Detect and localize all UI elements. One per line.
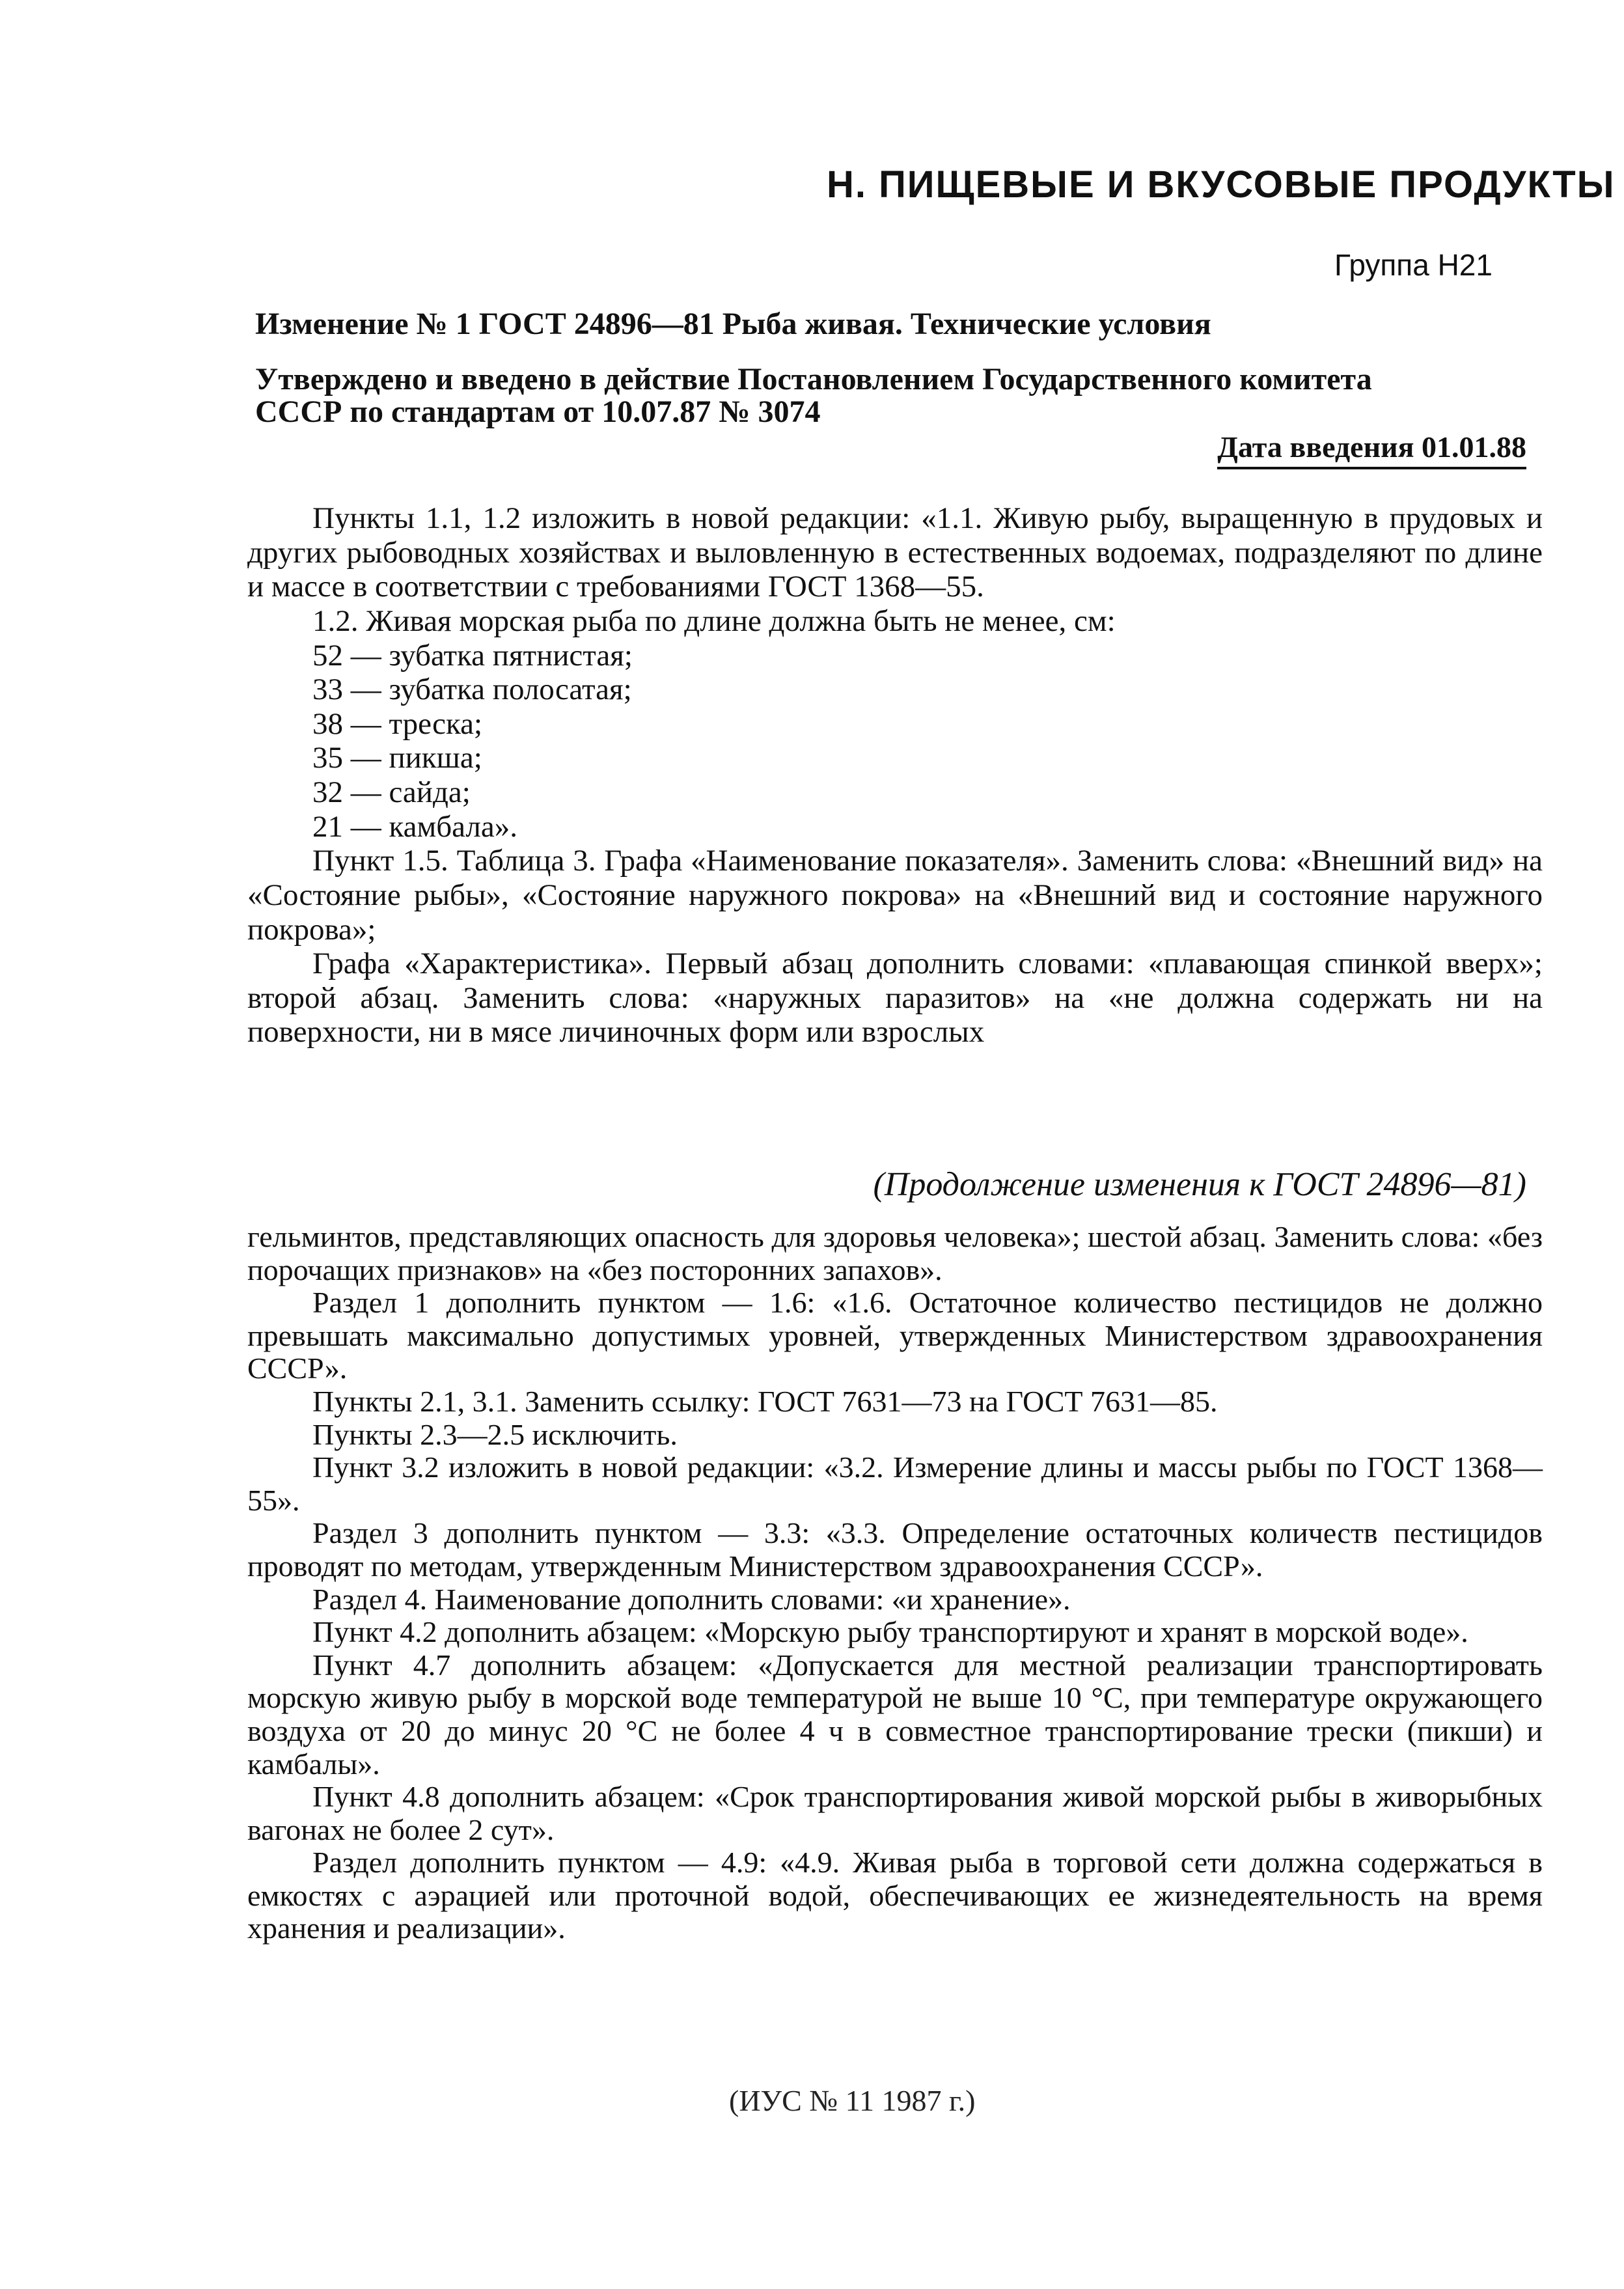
paragraph: Пункт 4.2 дополнить абзацем: «Морскую рыбу транспортируют и хранят в морской воде». (312, 1615, 1468, 1649)
paragraph: Раздел дополнить пунктом — 4.9: «4.9. Живая рыба в торговой сети должна содержаться в емкостях с аэрацией или проточной водой, обеспечивающих ее жизнедеятельность на время хранения и реализации». (247, 1846, 1543, 1945)
list-item: 38 — треска; (312, 706, 483, 741)
paragraph: Пункт 4.7 дополнить абзацем: «Допускается для местной реализации транспортировать морскую живую рыбу в морской воде температурой не выше 10 °С, при температуре окружающего воздуха от 20 до минус 20 °С не более 4 ч в совместное транспортирование трески (пикши) и камбалы». (247, 1648, 1543, 1781)
text-block-first (247, 501, 1543, 1049)
paragraph: 1.2. Живая морская рыба по длине должна быть не менее, см: (312, 603, 1116, 638)
list-item: 35 — пикша; (312, 741, 482, 775)
continuation-header: (Продолжение изменения к ГОСТ 24896—81) (873, 1166, 1526, 1203)
effective-date: Дата введения 01.01.88 (1217, 430, 1526, 469)
section-header: Н. ПИЩЕВЫЕ И ВКУСОВЫЕ ПРОДУКТЫ (827, 163, 1616, 206)
paragraph: Пункт 3.2 изложить в новой редакции: «3.2. Измерение длины и массы рыбы по ГОСТ 1368—55». (247, 1450, 1543, 1517)
paragraph: Раздел 3 дополнить пунктом — 3.3: «3.3. Определение остаточных количеств пестицидов проводят по методам, утвержденным Министерством здравоохранения СССР». (247, 1516, 1543, 1583)
paragraph: Пункт 4.8 дополнить абзацем: «Срок транспортирования живой морской рыбы в живорыбных вагонах не более 2 сут». (247, 1780, 1543, 1846)
paragraph: Раздел 4. Наименование дополнить словами: «и хранение». (312, 1582, 1071, 1616)
paragraph: гельминтов, представляющих опасность для здоровья человека»; шестой абзац. Заменить слова: «без порочащих признаков» на «без посторонних запахов». (247, 1220, 1543, 1286)
list-item: 52 — зубатка пятнистая; (312, 638, 633, 673)
group-label: Группа Н21 (1334, 248, 1493, 282)
paragraph: Пункт 1.5. Таблица 3. Графа «Наименование показателя». Заменить слова: «Внешний вид» на «Состояние рыбы», «Состояние наружного покрова» на «Внешний вид и состояние наружного покрова»; (247, 844, 1543, 947)
approval-line-1: Утверждено и введено в действие Постановлением Государственного комитета (255, 362, 1372, 396)
source-note: (ИУС № 11 1987 г.) (729, 2084, 976, 2117)
paragraph: Пункты 2.3—2.5 исключить. (312, 1417, 678, 1451)
approval-line-2: СССР по стандартам от 10.07.87 № 3074 (255, 395, 821, 429)
paragraph: Раздел 1 дополнить пунктом — 1.6: «1.6. Остаточное количество пестицидов не должно превышать максимально допустимых уровней, утвержденных Министерством здравоохранения СССР». (247, 1286, 1543, 1385)
list-item: 32 — сайда; (312, 775, 471, 809)
list-item: 21 — камбала». (312, 809, 517, 844)
paragraph: Графа «Характеристика». Первый абзац дополнить словами: «плавающая спинкой вверх»; второй абзац. Заменить слова: «наружных паразитов» на «не должна содержать ни на поверхности, ни в мясе личиночных форм или взрослых (247, 947, 1543, 1049)
paragraph: Пункты 2.1, 3.1. Заменить ссылку: ГОСТ 7631—73 на ГОСТ 7631—85. (312, 1384, 1218, 1418)
list-item: 33 — зубатка полосатая; (312, 673, 632, 707)
paragraph: Пункты 1.1, 1.2 изложить в новой редакции: «1.1. Живую рыбу, выращенную в прудовых и других рыбоводных хозяйствах и выловленную в естественных водоемах, подразделяют по длине и массе в соответствии с требованиями ГОСТ 1368—55. (247, 501, 1543, 604)
text-block-second (247, 1221, 1543, 1945)
change-title: Изменение № 1 ГОСТ 24896—81 Рыба живая. Технические условия (255, 307, 1211, 341)
